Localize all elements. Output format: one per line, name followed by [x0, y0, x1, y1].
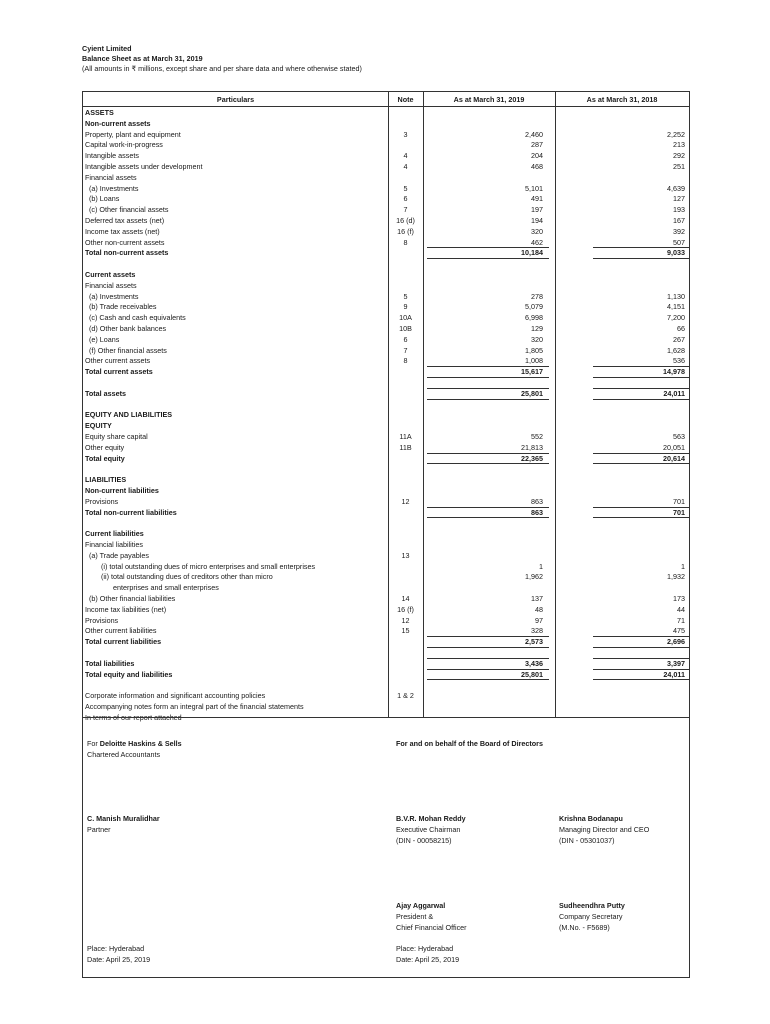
row-value-2018: 14,978 — [663, 367, 685, 377]
row-value-2018: 127 — [673, 194, 685, 204]
row-value-2018: 392 — [673, 226, 685, 236]
signature-area-divider — [83, 717, 689, 718]
row-value-2018: 4,639 — [667, 183, 685, 193]
row-label: (c) Cash and cash equivalents — [85, 313, 186, 323]
auditor-block — [87, 738, 182, 760]
row-label: Other non-current assets — [85, 237, 165, 247]
table-row — [83, 388, 689, 399]
total-rule-bottom — [427, 517, 549, 518]
row-note: 9 — [403, 302, 408, 312]
row-value-2019: 491 — [531, 194, 543, 204]
table-row — [83, 625, 689, 636]
row-label: Total assets — [85, 388, 127, 398]
table-row — [83, 345, 689, 356]
total-rule-bottom — [427, 463, 549, 464]
row-value-2018: 20,614 — [663, 453, 685, 463]
table-row — [83, 701, 689, 712]
row-value-2019: 129 — [531, 324, 543, 333]
place-date-left — [87, 943, 150, 965]
row-value-2018: 193 — [673, 205, 685, 215]
row-value-2018: 2,696 — [667, 637, 685, 647]
total-rule-top — [427, 507, 549, 508]
table-row — [83, 420, 689, 431]
md-title: Managing Director and CEO — [559, 825, 650, 834]
total-rule-top — [593, 636, 689, 637]
total-rule-bottom — [593, 517, 689, 518]
chairman-title: Executive Chairman — [396, 825, 461, 834]
row-value-2019: 97 — [535, 615, 543, 625]
row-label: Provisions — [85, 615, 119, 625]
total-rule-bottom — [593, 258, 689, 259]
cfo-title-line2: Chief Financial Officer — [396, 923, 467, 932]
row-value-2019: 25,801 — [521, 669, 543, 679]
table-row — [83, 334, 689, 345]
table-row — [83, 561, 689, 572]
cfo-name: Ajay Aggarwal — [396, 901, 446, 910]
table-row — [83, 636, 689, 647]
row-label: (e) Loans — [85, 334, 120, 344]
table-row — [83, 129, 689, 140]
row-label: Total liabilities — [85, 658, 135, 668]
row-label: (f) Other financial assets — [85, 345, 167, 355]
row-label: Total current liabilities — [85, 637, 162, 647]
row-note: 8 — [403, 356, 408, 366]
statement-subtitle: (All amounts in ₹ millions, except share and per share data and where otherwise stated) — [82, 64, 362, 73]
row-label: EQUITY AND LIABILITIES — [85, 410, 173, 420]
row-value-2019: 204 — [531, 151, 543, 161]
table-row — [83, 323, 689, 334]
table-row — [83, 226, 689, 237]
total-rule-bottom — [427, 377, 549, 378]
total-rule-bottom — [427, 399, 549, 400]
row-value-2018: 1 — [681, 561, 685, 571]
row-value-2019: 5,101 — [525, 183, 543, 193]
row-value-2019: 2,573 — [525, 637, 543, 647]
row-note: 6 — [403, 334, 408, 344]
total-rule-top — [427, 636, 549, 637]
row-value-2018: 1,932 — [667, 572, 685, 582]
table-row — [83, 247, 689, 258]
place-date-right — [396, 943, 459, 965]
row-label: Equity share capital — [85, 432, 148, 441]
table-row — [83, 301, 689, 312]
row-label: Other equity — [85, 442, 125, 452]
row-value-2018: 66 — [677, 324, 685, 333]
table-row — [83, 463, 689, 474]
row-label: Financial liabilities — [85, 540, 143, 549]
table-row — [83, 183, 689, 194]
row-label: Provisions — [85, 496, 119, 506]
place-right: Place: Hyderabad — [396, 944, 454, 953]
row-value-2018: 1,130 — [667, 291, 685, 301]
table-row — [83, 582, 689, 593]
row-value-2019: 48 — [535, 604, 543, 614]
table-row — [83, 291, 689, 302]
row-value-2019: 194 — [531, 216, 543, 225]
table-row — [83, 474, 689, 485]
row-note: 16 (f) — [397, 604, 414, 614]
partner-name: C. Manish Muralidhar — [87, 814, 160, 823]
total-rule-top — [427, 453, 549, 454]
table-row — [83, 237, 689, 248]
row-value-2019: 863 — [531, 507, 543, 517]
table-row — [83, 409, 689, 420]
total-rule-bottom — [427, 647, 549, 648]
row-note: 8 — [403, 237, 408, 247]
table-row — [83, 679, 689, 690]
row-value-2018: 701 — [673, 496, 685, 506]
table-row — [83, 571, 689, 582]
row-note: 11B — [399, 442, 412, 452]
row-note: 3 — [403, 129, 408, 139]
company-name: Cyient Limited — [82, 44, 132, 53]
row-label: Intangible assets — [85, 151, 139, 161]
total-rule-top — [593, 366, 689, 367]
table-row — [83, 539, 689, 550]
total-rule-top — [593, 669, 689, 670]
row-value-2019: 320 — [531, 226, 543, 236]
row-label: Total non-current assets — [85, 248, 169, 258]
cs-signature — [559, 900, 625, 933]
year-2018-header: As at March 31, 2018 — [586, 95, 658, 104]
row-value-2019: 2,460 — [525, 129, 543, 139]
document-header — [82, 44, 362, 74]
row-label: Total non-current liabilities — [85, 507, 177, 517]
table-row — [83, 647, 689, 658]
row-value-2019: 1 — [539, 561, 543, 571]
table-row — [83, 669, 689, 680]
row-label: (b) Trade receivables — [85, 302, 157, 312]
row-value-2018: 267 — [673, 334, 685, 344]
row-label: (ii) total outstanding dues of creditors other than micro — [85, 572, 273, 582]
balance-sheet-table — [82, 91, 690, 978]
row-value-2018: 24,011 — [663, 388, 685, 398]
row-label: (c) Other financial assets — [85, 205, 169, 215]
row-label: ASSETS — [85, 108, 114, 117]
row-label: (a) Investments — [85, 291, 139, 301]
date-left: Date: April 25, 2019 — [87, 955, 151, 964]
row-value-2019: 468 — [531, 162, 543, 171]
row-value-2018: 71 — [677, 615, 685, 625]
table-row — [83, 658, 689, 669]
table-row — [83, 528, 689, 539]
row-value-2019: 1,962 — [525, 572, 543, 582]
row-value-2019: 552 — [531, 432, 543, 441]
row-label: Other current assets — [85, 356, 151, 366]
total-rule-top — [593, 658, 689, 659]
row-value-2019: 5,079 — [525, 302, 543, 312]
table-row — [83, 550, 689, 561]
row-label: enterprises and small enterprises — [85, 583, 219, 593]
row-value-2018: 24,011 — [663, 669, 685, 679]
total-rule-bottom — [593, 377, 689, 378]
row-note: 11A — [399, 432, 412, 441]
row-label: Total equity and liabilities — [85, 669, 173, 679]
row-label: (b) Loans — [85, 194, 120, 204]
row-value-2018: 173 — [673, 594, 685, 603]
row-value-2018: 701 — [673, 507, 685, 517]
board-text: For and on behalf of the Board of Directors — [396, 739, 543, 748]
row-label: Property, plant and equipment — [85, 129, 181, 139]
total-rule-top — [593, 507, 689, 508]
row-label: Corporate information and significant accounting policies — [85, 691, 266, 701]
row-note: 10A — [399, 313, 412, 323]
table-row — [83, 496, 689, 507]
table-row — [83, 377, 689, 388]
table-row — [83, 593, 689, 604]
total-rule-bottom — [593, 463, 689, 464]
total-rule-top — [427, 388, 549, 389]
board-heading — [396, 738, 543, 749]
row-label: Capital work-in-progress — [85, 140, 163, 150]
row-label: Income tax liabilities (net) — [85, 604, 167, 614]
row-label: In terms of our report attached — [85, 712, 182, 722]
row-value-2019: 3,436 — [525, 658, 543, 668]
cfo-title-line1: President & — [396, 912, 434, 921]
row-note: 6 — [403, 194, 408, 204]
row-value-2019: 320 — [531, 334, 543, 344]
row-note: 4 — [403, 162, 408, 171]
row-value-2018: 563 — [673, 432, 685, 441]
table-row — [83, 399, 689, 410]
year-2019-header: As at March 31, 2019 — [453, 95, 525, 104]
table-row — [83, 604, 689, 615]
table-row — [83, 204, 689, 215]
table-row — [83, 355, 689, 366]
row-note: 10B — [399, 324, 412, 333]
row-label: (a) Investments — [85, 183, 139, 193]
total-rule-bottom — [427, 679, 549, 680]
place-left: Place: Hyderabad — [87, 944, 145, 953]
row-value-2019: 25,801 — [521, 388, 543, 398]
cs-name: Sudheendhra Putty — [559, 901, 625, 910]
row-value-2019: 1,805 — [525, 345, 543, 355]
auditor-firm: Deloitte Haskins & Sells — [99, 739, 182, 748]
table-row — [83, 507, 689, 518]
partner-title: Partner — [87, 825, 111, 834]
table-row — [83, 107, 689, 118]
table-column-header — [83, 92, 689, 107]
total-rule-top — [593, 453, 689, 454]
row-value-2018: 251 — [673, 162, 685, 171]
row-label: (b) Other financial liabilities — [85, 594, 176, 603]
row-value-2018: 213 — [673, 140, 685, 150]
total-rule-top — [427, 669, 549, 670]
row-value-2019: 10,184 — [521, 248, 543, 258]
row-label: Non-current liabilities — [85, 486, 159, 495]
table-row — [83, 172, 689, 183]
row-note: 16 (f) — [397, 226, 414, 236]
table-row — [83, 280, 689, 291]
row-label: Other current liabilities — [85, 626, 157, 636]
row-value-2018: 3,397 — [667, 658, 685, 668]
table-row — [83, 215, 689, 226]
row-label: (d) Other bank balances — [85, 324, 167, 333]
total-rule-top — [593, 247, 689, 248]
row-label: Accompanying notes form an integral part of the financial statements — [85, 702, 304, 711]
row-value-2019: 197 — [531, 205, 543, 215]
table-row — [83, 690, 689, 701]
table-row — [83, 269, 689, 280]
row-value-2019: 137 — [531, 594, 543, 603]
row-label: (i) total outstanding dues of micro enterprises and small enterprises — [85, 561, 316, 571]
chairman-din: (DIN - 00058215) — [396, 836, 452, 845]
row-value-2018: 1,628 — [667, 345, 685, 355]
row-label: (a) Trade payables — [85, 550, 149, 560]
table-row — [83, 118, 689, 129]
row-value-2018: 44 — [677, 604, 685, 614]
row-note: 16 (d) — [396, 216, 415, 225]
row-label: Non-current assets — [85, 118, 151, 128]
row-value-2018: 507 — [673, 237, 685, 247]
row-value-2018: 9,033 — [667, 248, 685, 258]
table-row — [83, 485, 689, 496]
row-value-2019: 278 — [531, 291, 543, 301]
row-label: Current liabilities — [85, 529, 144, 539]
table-row — [83, 258, 689, 269]
row-label: Intangible assets under development — [85, 162, 203, 171]
row-note: 12 — [401, 496, 410, 506]
row-label: Total current assets — [85, 367, 153, 377]
row-label: Deferred tax assets (net) — [85, 216, 165, 225]
row-value-2019: 462 — [531, 237, 543, 247]
total-rule-bottom — [593, 679, 689, 680]
row-note: 7 — [403, 345, 408, 355]
table-row — [83, 442, 689, 453]
row-note: 5 — [403, 291, 408, 301]
row-note: 5 — [403, 183, 408, 193]
md-name: Krishna Bodanapu — [559, 814, 623, 823]
row-value-2019: 22,365 — [521, 453, 543, 463]
total-rule-top — [427, 658, 549, 659]
row-value-2018: 7,200 — [667, 313, 685, 323]
chairman-signature — [396, 813, 466, 846]
table-row — [83, 161, 689, 172]
row-label: Financial assets — [85, 172, 137, 182]
row-value-2018: 475 — [673, 626, 685, 636]
row-label: Financial assets — [85, 280, 137, 290]
row-value-2019: 328 — [531, 626, 543, 636]
total-rule-top — [593, 388, 689, 389]
total-rule-bottom — [593, 399, 689, 400]
row-label: LIABILITIES — [85, 475, 127, 485]
statement-title: Balance Sheet as at March 31, 2019 — [82, 54, 203, 63]
row-value-2018: 20,051 — [663, 442, 685, 452]
table-row — [83, 431, 689, 442]
row-label: Income tax assets (net) — [85, 226, 160, 236]
table-row — [83, 193, 689, 204]
total-rule-bottom — [593, 647, 689, 648]
cs-title: Company Secretary — [559, 912, 623, 921]
row-value-2019: 6,998 — [525, 313, 543, 323]
table-row — [83, 150, 689, 161]
table-row — [83, 615, 689, 626]
row-note: 13 — [401, 550, 410, 560]
table-row — [83, 139, 689, 150]
md-signature — [559, 813, 649, 846]
row-value-2018: 2,252 — [667, 129, 685, 139]
total-rule-top — [427, 366, 549, 367]
row-value-2018: 167 — [673, 216, 685, 225]
table-row — [83, 453, 689, 464]
auditor-prefix: For — [87, 739, 100, 748]
auditor-type: Chartered Accountants — [87, 750, 161, 759]
particulars-header: Particulars — [216, 95, 255, 104]
row-value-2019: 1,008 — [525, 356, 543, 366]
md-din: (DIN - 05301037) — [559, 836, 615, 845]
row-value-2018: 536 — [673, 356, 685, 366]
table-row — [83, 312, 689, 323]
row-value-2019: 15,617 — [521, 367, 543, 377]
row-value-2019: 863 — [531, 496, 543, 506]
table-row — [83, 366, 689, 377]
row-label: Current assets — [85, 270, 136, 279]
row-note: 15 — [401, 626, 410, 636]
total-rule-bottom — [427, 258, 549, 259]
note-header: Note — [397, 95, 414, 104]
row-label: EQUITY — [85, 421, 112, 431]
row-label: Total equity — [85, 453, 125, 463]
row-value-2018: 292 — [673, 151, 685, 161]
chairman-name: B.V.R. Mohan Reddy — [396, 814, 466, 823]
row-note: 14 — [401, 594, 410, 603]
row-note: 4 — [403, 151, 408, 161]
row-note: 12 — [401, 615, 410, 625]
row-note: 1 & 2 — [397, 691, 414, 701]
date-right: Date: April 25, 2019 — [396, 955, 460, 964]
row-note: 7 — [403, 205, 408, 215]
total-rule-top — [427, 247, 549, 248]
cs-membership: (M.No. - F5689) — [559, 923, 610, 932]
row-value-2018: 4,151 — [667, 302, 685, 312]
cfo-signature — [396, 900, 467, 933]
row-value-2019: 21,813 — [521, 442, 543, 452]
row-value-2019: 287 — [531, 140, 543, 150]
table-row — [83, 517, 689, 528]
partner-signature — [87, 813, 160, 835]
